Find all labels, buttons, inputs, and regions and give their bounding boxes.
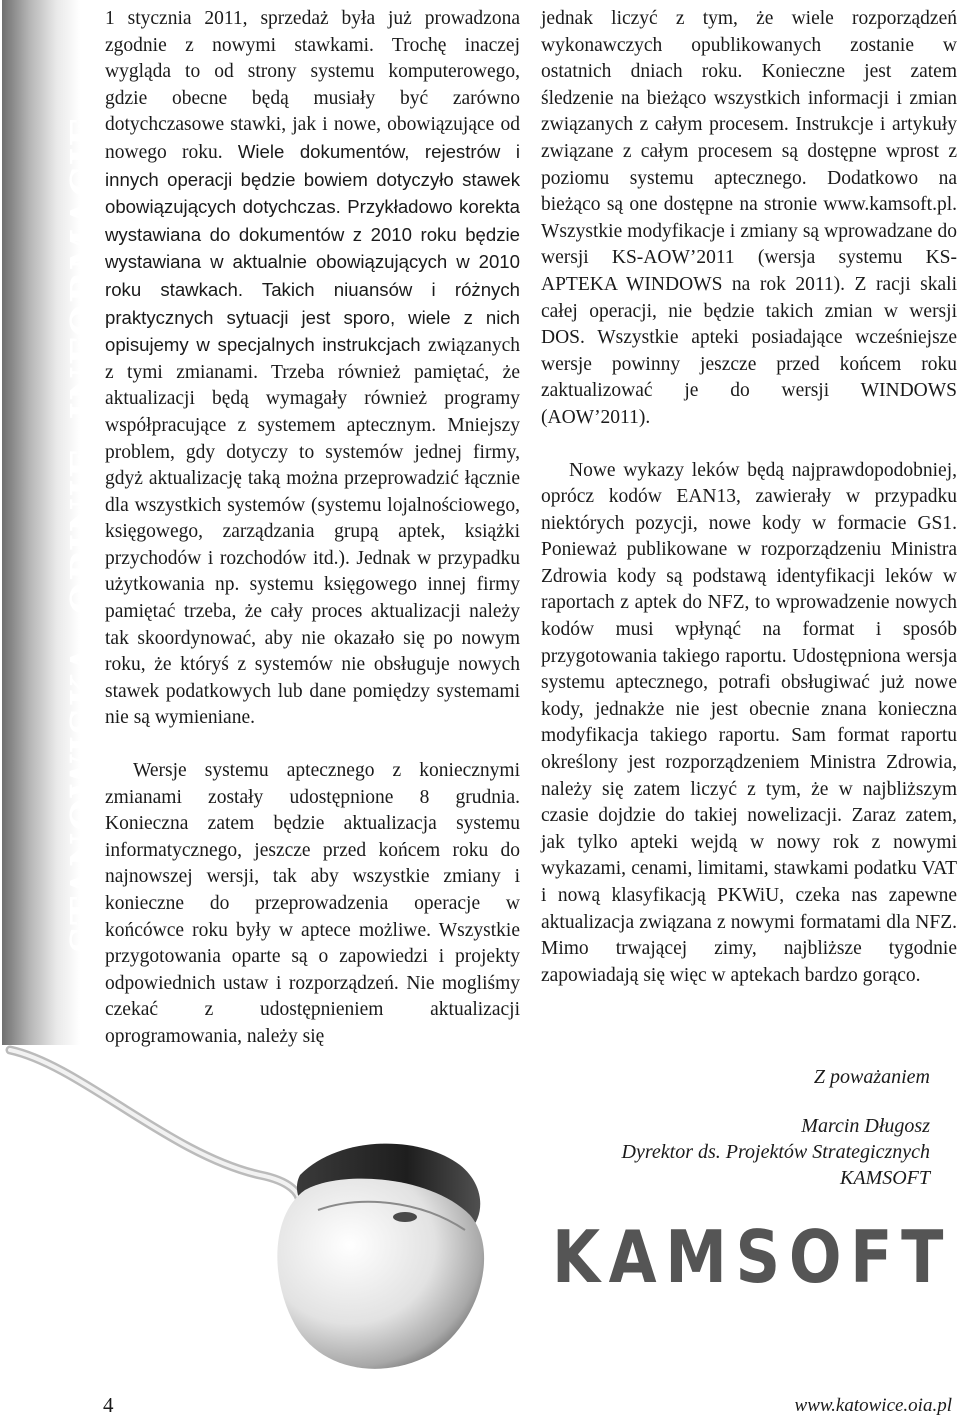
kamsoft-logo: [546, 1216, 958, 1298]
left-p1-serif: 1 stycznia 2011, sprzedaż była już prowadzona zgodnie z nowymi stawkami. Trochę inaczej wygląda to od strony systemu komputerowego, gdzie obecne będą musiały być zarówno dotychczasowe stawki, jak i nowe, obowiązujące od nowego roku.: [105, 8, 520, 163]
left-p1-sans: Wiele dokumentów, rejestrów i innych operacji będzie bowiem dotyczyło stawek obowiązujących dotychczas. Przykładowo korekta wystawiana do dokumentów z 2010 roku będzie wystawiana w aktualnie obowiązujących w 2010 roku stawkach. Takich niuansów i różnych praktycznych sytuacji jest sporo, wiele z nich opisujemy w specjalnych instrukcjach: [105, 140, 521, 356]
computer-mouse-illustration: [0, 1025, 540, 1385]
section-title: STANOWISKA, OPINIE, INFORMACJE: [62, 116, 107, 954]
left-column: [105, 6, 520, 1051]
svg-text:KAMSOFT: KAMSOFT: [552, 1215, 952, 1299]
page-number: 4: [103, 1393, 114, 1417]
right-column: [541, 6, 957, 989]
right-paragraph-2: Nowe wykazy leków będą najprawdopodobniej, oprócz kodów EAN13, zawierały w przypadku niektórych pozycji, nowe kody w formacie GS1. Ponieważ publikowane w rozporządzeniu Ministra Zdrowia kody są podstawą identyfikacji leków w raportach z aptek do NFZ, to wprowadzenie nowych kodów musi wpłynąć na format i sposób przygotowania takiego raportu. Udostępniona wersja systemu aptecznego, potrafi obsługiwać już nowe kody, jednakże nie jest obecnie znana konieczna modyfikacja takiego raportu. Sam format raportu określony jest rozporządzeniem Ministra Zdrowia, należy się zatem liczyć z tym, że w najbliższym czasie dojdzie do takiej nowelizacji. Zaraz zatem, jak tylko apteki wejdą w nowy rok z nowymi wykazami, cenami, limitami, stawkami podatku VAT i nową klasyfikacją PKWiU, czeka nas zapewne aktualizacja związana z nowymi formatami dla NFZ. Mimo trwającej zimy, najbliższe tygodnie zapowiadają się więc w aptekach bardzo gorąco.: [541, 459, 957, 986]
left-paragraph-1: [105, 6, 520, 732]
signature-block: [622, 1113, 930, 1191]
signature-title: Dyrektor ds. Projektów Strategicznych: [621, 1141, 930, 1163]
left-p1-rest: związanych z tymi zmianami. Trzeba również pamiętać, że aktualizacji będą wymagały również programy współpracujące z systemem aptecznym. Mniejszy problem, gdy dotyczy to systemów jednej firmy, gdyż aktualizację taką można przeprowadzić łącznie dla wszystkich systemów (systemu lojalnościowego, księgowego, zarządzania grupą aptek, książki przychodów i rozchodów itd.). Jednak w przypadku użytkowania np. systemu księgowego innej firmy pamiętać trzeba, że cały proces aktualizacji należy tak skoordynować, aby nie okazało się po nowym roku, że któryś z systemów nie obsługuje nowych stawek podatkowych lub dane pomiędzy systemami nie są wymieniane.: [105, 335, 520, 729]
right-paragraph-1: jednak liczyć z tym, że wiele rozporządzeń wykonawczych opublikowanych zostanie w ostatnich dniach roku. Konieczne jest zatem śledzenie na bieżąco wszystkich informacji i zmian związanych z całym procesem. Instrukcje i artykuły związane z całym procesem są dostępne wprost z poziomu systemu aptecznego. Dodatkowo na bieżąco są one dostępne na stronie www.kamsoft.pl. Wszystkie modyfikacje i zmiany są wprowadzane do wersji KS-AOW’2011 (wersja systemu KS-APTEKA WINDOWS na rok 2011). Z racji skali całej operacji, nie będzie takich zmian w wersji DOS. Wszystkie apteki posiadające wcześniejsze wersje powinny jeszcze przed końcem roku zaktualizować je do wersji WINDOWS (AOW’2011).: [541, 8, 957, 428]
website-footer: www.katowice.oia.pl: [794, 1395, 952, 1416]
signature-greeting: Z poważaniem: [813, 1066, 930, 1088]
signature-name: Marcin Długosz: [801, 1115, 930, 1137]
left-paragraph-2: Wersje systemu aptecznego z koniecznymi zmianami zostały udostępnione 8 grudnia. Konieczna zatem będzie aktualizacja systemu informatycznego, jeszcze przed końcem roku do najnowszej wersji, tak aby wszystkie zmiany i konieczne do przeprowadzenia operacje w końcówce roku były w aptece możliwe. Wszystkie przygotowania oparte są o zapowiedzi i projekty odpowiednich ustaw i rozporządzeń. Nie mogliśmy czekać z udostępnieniem aktualizacji oprogramowania, należy się: [105, 760, 520, 1047]
signature-company: KAMSOFT: [840, 1167, 930, 1189]
side-banner: [0, 0, 107, 1060]
